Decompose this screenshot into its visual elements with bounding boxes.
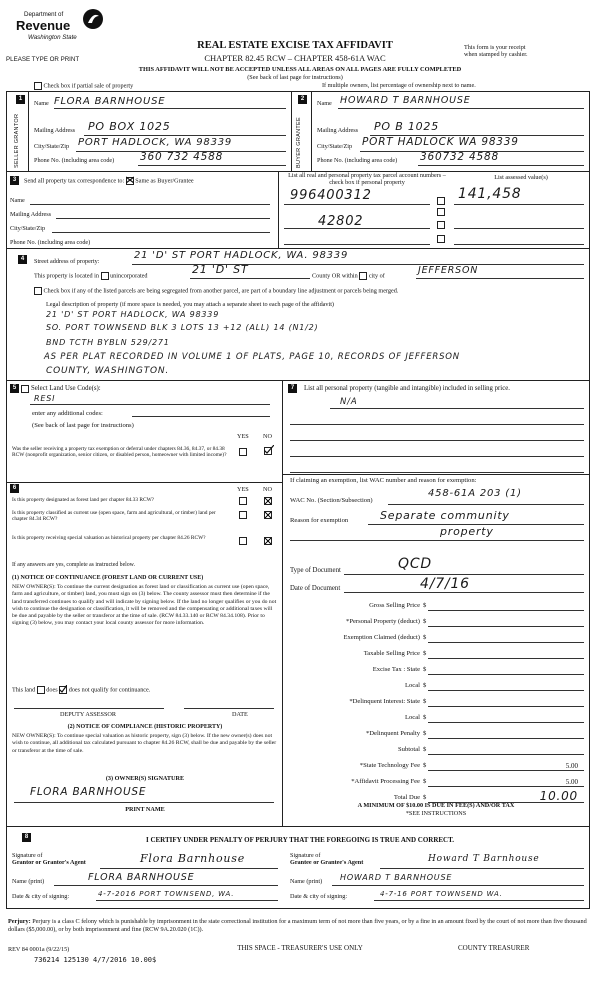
grantee-sig-label-2: Grantee or Grantee's Agent (290, 859, 364, 867)
buyer-city-label: City/State/Zip (317, 143, 353, 150)
fee-value[interactable]: 5.00 (565, 762, 578, 770)
seller-city-label: City/State/Zip (34, 143, 70, 150)
legal-description-label: Legal description of property (if more space is needed, you may attach a separate sheet to each page of the affidavit) (46, 301, 334, 308)
fee-dollar-sign: $ (423, 794, 427, 801)
buyer-name-label: Name (317, 100, 332, 107)
grantee-name: HOWARD T BARNHOUSE (340, 873, 453, 882)
reason-label: Reason for exemption (290, 517, 349, 524)
fee-dollar-sign: $ (423, 714, 427, 721)
send-phone-label: Phone No. (including area code) (10, 239, 91, 246)
city-of-label: city of (368, 272, 385, 280)
section6-q3-no[interactable] (264, 537, 272, 545)
seller-name: FLORA BARNHOUSE (54, 96, 166, 107)
wac-label: WAC No. (Section/Subsection) (290, 497, 373, 504)
section6-no-header: NO (263, 486, 272, 493)
grantor-sig-label (12, 852, 86, 867)
seller-city: PORT HADLOCK, WA 98339 (78, 137, 233, 148)
treasurer-space: THIS SPACE - TREASURER'S USE ONLY (237, 944, 363, 952)
fee-dollar-sign: $ (423, 730, 427, 737)
county-label: County OR within (312, 272, 358, 280)
partial-sale (34, 82, 133, 90)
section5-q1-no[interactable] (264, 447, 272, 455)
buyer-mailing: PO B 1025 (374, 120, 440, 133)
fee-value[interactable]: 5.00 (565, 778, 578, 786)
legal-line-4: AS PER PLAT RECORDED IN VOLUME 1 OF PLATS, PAGE 10, RECORDS OF JEFFERSON (44, 352, 460, 362)
perjury-text: Perjury is a class C felony which is punishable by imprisonment in the state correctional institution for a maximum term of not more than five years, or by a fine in an amount fixed by the court of not more than five thousand dollars ($5,000.00), or by both imprisonment and fine (RCW 9A.20.020 (1C)). (8, 918, 587, 934)
additional-codes-label: enter any additional codes: (32, 410, 103, 417)
see-instructions: *SEE INSTRUCTIONS (405, 810, 467, 817)
legal-line-3: BND TCTH BYBLN 529/271 (46, 338, 170, 347)
form-chapter: CHAPTER 82.45 RCW – CHAPTER 458-61A WAC (204, 53, 386, 63)
send-mailing-label: Mailing Address (10, 211, 52, 218)
fee-dollar-sign: $ (423, 618, 427, 625)
fee-label: *Delinquent Interest: State (349, 698, 420, 705)
fee-dollar-sign: $ (423, 602, 427, 609)
fee-dollar-sign: $ (423, 698, 427, 705)
dept-line1: Department of (24, 11, 64, 18)
section6-q1: Is this property designated as forest land per chapter 84.33 RCW? (12, 497, 155, 503)
fee-dollar-sign: $ (423, 634, 427, 641)
section6-q1-no[interactable] (264, 497, 272, 505)
grantee-sig-label-1: Signature of (290, 852, 321, 859)
send-name-label: Name (10, 197, 25, 204)
notice1-title: (1) NOTICE OF CONTINUANCE (FOREST LAND OR CURRENT USE) (12, 575, 204, 581)
continuance-row (12, 686, 150, 694)
section6-q3-yes[interactable] (239, 537, 247, 545)
city-value: JEFFERSON (418, 265, 479, 276)
section-7-number: 7 (288, 384, 297, 393)
located-in (34, 272, 148, 280)
buyer-phone: 360732 4588 (420, 151, 499, 163)
same-as-buyer-checkbox[interactable] (126, 177, 134, 185)
section-8-number: 8 (22, 833, 31, 842)
multiple-owners-note: If multiple owners, list percentage of ownership next to name. (322, 82, 476, 89)
section6-q2-yes[interactable] (239, 511, 247, 519)
qualify-label: qualify for continuance. (91, 686, 151, 694)
unincorporated-label: unincorporated (110, 272, 148, 280)
section-2-number: 2 (298, 95, 307, 104)
parcel-1-personal-checkbox[interactable] (437, 197, 445, 205)
fee-dollar-sign: $ (423, 762, 427, 769)
legal-line-1: 21 'D' ST PORT HADLOCK, WA 98339 (46, 310, 220, 319)
seller-phone-label: Phone No. (including area code) (34, 157, 115, 164)
owner-signature-value: FLORA BARNHOUSE (30, 786, 147, 798)
fee-dollar-sign: $ (423, 682, 427, 689)
grantee-date: 4-7-16 PORT TOWNSEND WA. (380, 890, 503, 898)
grantor-name-label: Name (print) (12, 878, 45, 885)
does-not-label: does not (68, 686, 90, 694)
fee-value[interactable]: 10.00 (539, 789, 578, 803)
buyer-phone-label: Phone No. (including area code) (317, 157, 398, 164)
checkmark-icon (59, 685, 67, 693)
grantor-sig-label-1: Signature of (12, 852, 43, 859)
print-note: PLEASE TYPE OR PRINT (6, 56, 80, 63)
revenue-logo-icon (82, 8, 104, 30)
print-name-label: PRINT NAME (125, 806, 165, 813)
form-title: REAL ESTATE EXCISE TAX AFFIDAVIT (197, 40, 393, 51)
section5-yes-header: YES (237, 433, 249, 440)
buyer-city: PORT HADLOCK WA 98339 (362, 136, 519, 148)
grantee-name-label: Name (print) (290, 878, 323, 885)
street-address: 21 'D' ST PORT HADLOCK, WA. 98339 (134, 250, 349, 261)
deputy-assessor-label: DEPUTY ASSESSOR (60, 711, 116, 718)
fee-dollar-sign: $ (423, 746, 427, 753)
receipt-note (464, 44, 594, 59)
doc-date-label: Date of Document (290, 585, 341, 592)
fee-label: Taxable Selling Price (363, 650, 420, 657)
parcel-header: List all real and personal property tax parcel account numbers – check box if personal property (288, 172, 446, 187)
grantor-name: FLORA BARNHOUSE (88, 872, 195, 883)
section-6-number: 6 (10, 484, 19, 493)
parcel-0-personal-checkbox[interactable] (437, 208, 445, 216)
dept-line2: Revenue (16, 18, 71, 33)
buyer-grantee-label: BUYER GRANTEE (296, 117, 302, 168)
located-label: This property is located in (34, 272, 99, 280)
fee-label: Subtotal (398, 746, 420, 753)
reason-line-2: property (440, 525, 494, 538)
fee-label: Local (404, 714, 420, 721)
grantee-sig-label (290, 852, 363, 867)
city-of-checkbox[interactable] (359, 272, 367, 280)
rev-number: REV 84 0001a (9/22/15) (8, 946, 70, 953)
department-logo (14, 8, 104, 48)
section6-q3: Is this property receiving special valuation as historical property per chapter 84.26 RCW? (12, 535, 206, 541)
warning-text: THIS AFFIDAVIT WILL NOT BE ACCEPTED UNLESS ALL AREAS ON ALL PAGES ARE FULLY COMPLETED (138, 66, 462, 73)
street-label: Street address of property: (34, 258, 100, 265)
fee-label: *Personal Property (deduct) (346, 618, 420, 625)
unincorporated-value: 21 'D' ST (192, 263, 249, 276)
buyer-mailing-label: Mailing Address (317, 127, 359, 134)
receipt-note-line1: This form is your receipt (464, 44, 526, 51)
seller-phone: 360 732 4588 (140, 151, 224, 163)
seller-mailing-label: Mailing Address (34, 127, 76, 134)
minimum-due: A MINIMUM OF $10.00 IS DUE IN FEE(S) AND/OR TAX (357, 802, 515, 809)
grantor-sig-label-2: Grantor or Grantor's Agent (12, 859, 86, 867)
wac-value: 458-61A 203 (1) (428, 488, 522, 499)
legal-line-2: SO. PORT TOWNSEND BLK 3 LOTS 13 +12 (ALL) 14 (N1/2) (46, 323, 319, 332)
personal-property-value: N/A (340, 397, 358, 407)
reason-line-1: Separate community (380, 509, 510, 522)
does-not-checkbox[interactable] (59, 686, 67, 694)
segregated-checkbox[interactable] (34, 287, 42, 295)
dept-line3: Washington State (28, 34, 77, 41)
section5-see-back: (See back of last page for instructions) (32, 422, 134, 429)
section5-question: Was the seller receiving a property tax exemption or deferral under chapters 84.36, 84.37, or 84.38 RCW (nonprofit organization, senior citizen, or disabled person, homeowner with limited income)? (12, 446, 227, 459)
grantor-signature: Flora Barnhouse (140, 852, 246, 865)
legal-line-5: COUNTY, WASHINGTON. (46, 366, 170, 376)
cashier-stamp: 736214 125130 4/7/2016 10.00$ (34, 956, 157, 964)
section-4-number: 4 (18, 255, 27, 264)
receipt-note-line2: when stamped by cashier. (464, 51, 528, 59)
grantee-date-label: Date & city of signing: (290, 893, 348, 900)
see-back-text: (See back of last page for instructions) (247, 74, 343, 81)
buyer-name: HOWARD T BARNHOUSE (340, 95, 471, 106)
fee-label: Total Due (393, 794, 420, 801)
checkmark-icon (264, 445, 274, 454)
land-use-checkbox[interactable] (21, 385, 29, 393)
fee-label: Local (404, 682, 420, 689)
section6-q2-no[interactable] (264, 511, 272, 519)
does-label: does (46, 686, 58, 694)
notice1-body: NEW OWNER(S): To continue the current designation as forest land or classification as current use (open space, farm and agriculture, or timber) land, you must sign on (3) below. The county assessor must then determine if the land transferred continues to qualify and will indicate by signing below. If the land no longer qualifies or you do not wish to continue the designation or classification, it will be removed and the compensating or additional taxes will be due and payable by the seller or transferor at the time of sale. (RCW 84.33.140 or RCW 84.34.108). Prior to signing (3) below, you may contact your local county assessor for more information. (12, 584, 277, 627)
assessor-date-label: DATE (232, 711, 248, 718)
send-city-label: City/State/Zip (10, 225, 46, 232)
exemption-label: If claiming an exemption, list WAC number and reason for exemption: (290, 477, 477, 484)
section6-q2: Is this property classified as current use (open space, farm and agricultural, or timber) land per chapter 84.34 RCW? (12, 510, 216, 523)
same-as-buyer-label: Same as Buyer/Grantee (135, 177, 194, 185)
send-correspondence-label: Send all property tax correspondence to: (24, 177, 125, 185)
section6-yes-header: YES (237, 486, 249, 493)
grantee-signature: Howard T Barnhouse (428, 854, 540, 864)
county-within (312, 272, 385, 280)
seller-mailing: PO BOX 1025 (88, 120, 171, 133)
assessed-1: 141,458 (458, 186, 522, 202)
assessed-header: List assessed value(s) (494, 174, 548, 181)
does-checkbox[interactable] (37, 686, 45, 694)
parcel-1: 996400312 (290, 188, 372, 203)
doc-type-label: Type of Document (290, 567, 341, 574)
partial-sale-checkbox[interactable] (34, 82, 42, 90)
doc-type-value: QCD (398, 556, 432, 572)
seller-grantor-label: SELLER GRANTOR (14, 113, 20, 168)
parcel-2: 42802 (318, 214, 364, 229)
section6-q1-yes[interactable] (239, 497, 247, 505)
fee-label: Gross Selling Price (369, 602, 420, 609)
grantor-date: 4-7-2016 PORT TOWNSEND, WA. (98, 890, 235, 898)
fee-dollar-sign: $ (423, 778, 427, 785)
section-3-number: 3 (10, 176, 19, 185)
perjury-title: Perjury: (8, 918, 31, 925)
fee-label: *State Technology Fee (359, 762, 420, 769)
segregated-label: Check box if any of the listed parcels are being segregated from another parcel, are part of a boundary line adjustment or parcels being merged. (43, 287, 399, 295)
notice2-body: NEW OWNER(S): To continue special valuation as historic property, sign (3) below. If the new owner(s) does not wish to continue, all additional tax calculated pursuant to chapter 84.26 RCW, shall be due and payable by the seller or transferor at the time of sale. (12, 733, 277, 754)
send-correspondence (24, 177, 194, 185)
section5-no-header: NO (263, 433, 272, 440)
fee-label: Excise Tax : State (372, 666, 420, 673)
fee-label: *Affidavit Processing Fee (351, 778, 420, 785)
seller-name-label: Name (34, 100, 49, 107)
personal-property-label: List all personal property (tangible and intangible) included in selling price. (304, 385, 510, 392)
fee-dollar-sign: $ (423, 666, 427, 673)
unincorporated-checkbox[interactable] (101, 272, 109, 280)
fee-dollar-sign: $ (423, 650, 427, 657)
partial-sale-label: Check box if partial sale of property (43, 82, 134, 90)
segregated-row (34, 287, 584, 295)
section-1-number: 1 (16, 95, 25, 104)
this-land-label: This land (12, 686, 36, 694)
notice2-title: (2) NOTICE OF COMPLIANCE (HISTORIC PROPERTY) (67, 724, 223, 730)
land-use-label: Select Land Use Code(s): (31, 385, 101, 392)
section-5-number: 5 (10, 384, 19, 393)
grantor-date-label: Date & city of signing: (12, 893, 70, 900)
perjury-statement (8, 918, 592, 934)
parcel-3-personal-checkbox[interactable] (437, 235, 445, 243)
county-treasurer: COUNTY TREASURER (458, 944, 530, 952)
section5-q1-yes[interactable] (239, 448, 247, 456)
owner-signature-label: (3) OWNER(S) SIGNATURE (105, 775, 185, 782)
doc-date-value: 4/7/16 (420, 576, 470, 592)
land-use-value: RESI (34, 394, 56, 403)
certify-text: I CERTIFY UNDER PENALTY OF PERJURY THAT THE FOREGOING IS TRUE AND CORRECT. (145, 836, 454, 844)
section6-if-yes: If any answers are yes, complete as instructed below. (12, 562, 135, 568)
parcel-2-personal-checkbox[interactable] (437, 221, 445, 229)
fee-label: *Delinquent Penalty (365, 730, 420, 737)
fee-label: Exemption Claimed (deduct) (343, 634, 420, 641)
checkmark-icon (126, 176, 134, 184)
